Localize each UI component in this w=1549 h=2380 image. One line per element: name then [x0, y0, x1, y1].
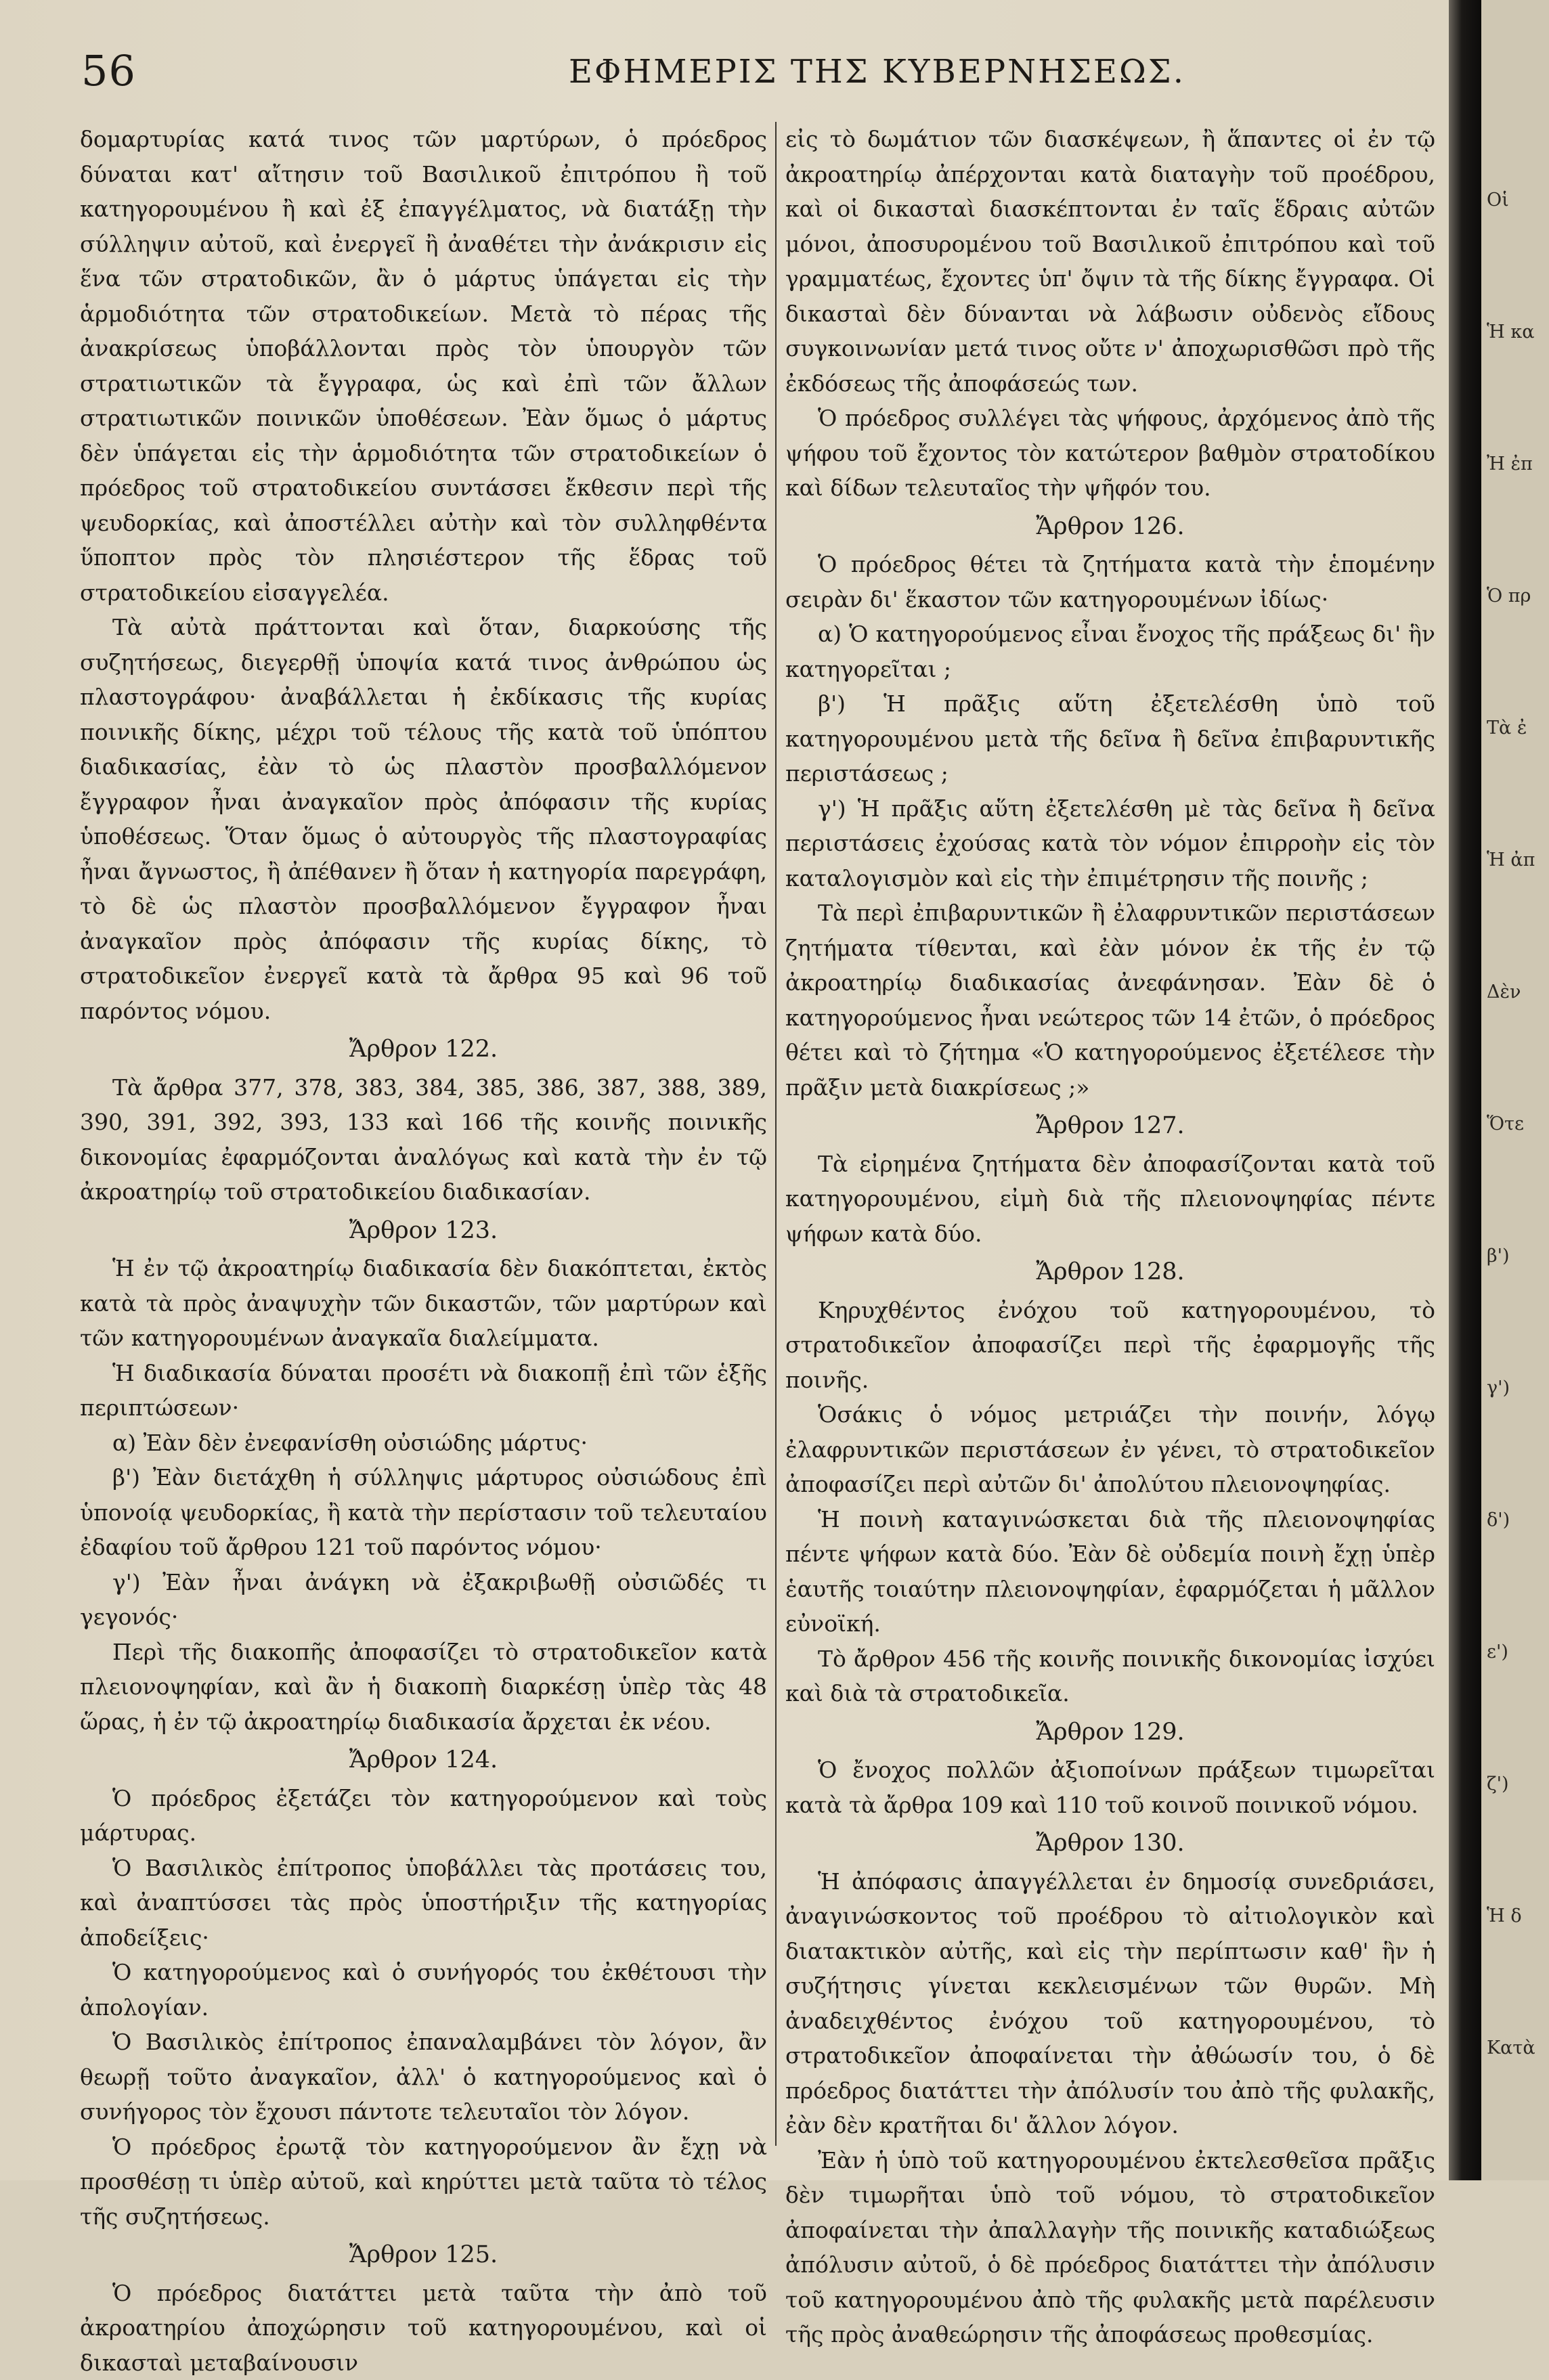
adjacent-page-fragment: Ἡ ἀπ — [1487, 850, 1535, 871]
paragraph: β') Ἡ πρᾶξις αὕτη ἐξετελέσθη ὑπὸ τοῦ κατηγορουμένου μετὰ τῆς δεῖνα ἢ δεῖνα ἐπιβαρυντικῆς περιστάσεως ; — [785, 686, 1435, 791]
adjacent-page-fragment: ζ') — [1487, 1773, 1509, 1794]
paragraph: Τὰ ἄρθρα 377, 378, 383, 384, 385, 386, 387, 388, 389, 390, 391, 392, 393, 133 καὶ 166 τῆς κοινῆς ποινικῆς δικονομίας ἐφαρμόζονται ἀναλόγως καὶ κατὰ τὴν ἐν τῷ ἀκροατηρίῳ τοῦ στρατοδικείου διαδικασίαν. — [80, 1070, 767, 1210]
paragraph: β') Ἐὰν διετάχθη ἡ σύλληψις μάρτυρος οὐσιώδους ἐπὶ ὑπονοίᾳ ψευδορκίας, ἢ κατὰ τὴν περίστασιν τοῦ τελευταίου ἐδαφίου τοῦ ἄρθρου 121 τοῦ παρόντος νόμου· — [80, 1460, 767, 1565]
article-heading: Ἄρθρον 126. — [785, 510, 1435, 545]
article-heading: Ἄρθρον 127. — [785, 1109, 1435, 1144]
adjacent-page-edge — [1481, 0, 1549, 2180]
paragraph: Τὰ αὐτὰ πράττονται καὶ ὅταν, διαρκούσης τῆς συζητήσεως, διεγερθῇ ὑποψία κατά τινος ἀνθρώπου ὡς πλαστογράφου· ἀναβάλλεται ἡ ἐκδίκασις τῆς κυρίας ποινικῆς δίκης, μέχρι τοῦ τέλους τῆς κατὰ τοῦ ὑπόπτου διαδικασίας, ἐὰν τὸ ὡς πλαστὸν προσβαλλόμενον ἔγγραφον ἦναι ἀναγκαῖον πρὸς ἀπόφασιν τῆς κυρίας ὑποθέσεως. Ὅταν ὅμως ὁ αὐτουργὸς τῆς πλαστογραφίας ἦναι ἄγνωστος, ἢ ἀπέθανεν ἢ ὅταν ἡ κατηγορία παρεγράφη, τὸ δὲ ὡς πλαστὸν προσβαλλόμενον ἔγγραφον ἦναι ἀναγκαῖον πρὸς ἀπόφασιν τῆς κυρίας δίκης, τὸ στρατοδικεῖον ἐνεργεῖ κατὰ τὰ ἄρθρα 95 καὶ 96 τοῦ παρόντος νόμου. — [80, 610, 767, 1028]
page-header — [81, 46, 1076, 100]
journal-title: ΕΦΗΜΕΡΙΣ ΤΗΣ ΚΥΒΕΡΝΗΣΕΩΣ. — [569, 53, 1185, 91]
paragraph: Ὁ πρόεδρος διατάττει μετὰ ταῦτα τὴν ἀπὸ τοῦ ἀκροατηρίου ἀποχώρησιν τοῦ κατηγορουμένου, καὶ οἱ δικασταὶ μεταβαίνουσιν — [80, 2276, 767, 2380]
paragraph: εἰς τὸ δωμάτιον τῶν διασκέψεων, ἢ ἅπαντες οἱ ἐν τῷ ἀκροατηρίῳ ἀπέρχονται κατὰ διαταγὴν τοῦ προέδρου, καὶ οἱ δικασταὶ διασκέπτονται ἐν ταῖς ἕδραις αὐτῶν μόνοι, ἀποσυρομένου τοῦ Βασιλικοῦ ἐπιτρόπου καὶ τοῦ γραμματέως, ἔχοντες ὑπ' ὄψιν τὰ τῆς δίκης ἔγγραφα. Οἱ δικασταὶ δὲν δύνανται νὰ λάβωσιν οὐδενὸς εἴδους συγκοινωνίαν μετά τινος οὔτε ν' ἀποχωρισθῶσι πρὸ τῆς ἐκδόσεως τῆς ἀποφάσεώς των. — [785, 122, 1435, 401]
adjacent-page-fragment: ε') — [1487, 1641, 1508, 1662]
adjacent-page-fragment: δ') — [1487, 1509, 1510, 1530]
paragraph: Ὁ πρόεδρος συλλέγει τὰς ψήφους, ἀρχόμενος ἀπὸ τῆς ψήφου τοῦ ἔχοντος τὸν κατώτερον βαθμὸν στρατοδίκου καὶ δίδων τελευταῖος τὴν ψῆφόν του. — [785, 401, 1435, 506]
paragraph: Ὁ πρόεδρος ἐξετάζει τὸν κατηγορούμενον καὶ τοὺς μάρτυρας. — [80, 1781, 767, 1851]
paragraph: Ὁσάκις ὁ νόμος μετριάζει τὴν ποινήν, λόγῳ ἐλαφρυντικῶν περιστάσεων ἐν γένει, τὸ στρατοδικεῖον ἀποφασίζει περὶ αὐτῶν δι' ἀπολύτου πλειονοψηφίας. — [785, 1397, 1435, 1502]
paragraph: Τὰ περὶ ἐπιβαρυντικῶν ἢ ἐλαφρυντικῶν περιστάσεων ζητήματα τίθενται, καὶ ἐὰν μόνον ἐκ τῆς ἐν τῷ ἀκροατηρίῳ διαδικασίας ἀνεφάνησαν. Ἐὰν δὲ ὁ κατηγορούμενος ἦναι νεώτερος τῶν 14 ἐτῶν, ὁ πρόεδρος θέτει καὶ τὸ ζήτημα «Ὁ κατηγορούμενος ἐξετέλεσε τὴν πρᾶξιν μετὰ διακρίσεως ;» — [785, 896, 1435, 1105]
adjacent-page-fragment: Ὁ πρ — [1487, 586, 1531, 607]
adjacent-page-fragment: Δὲν — [1487, 982, 1521, 1002]
paragraph: Κηρυχθέντος ἐνόχου τοῦ κατηγορουμένου, τὸ στρατοδικεῖον ἀποφασίζει περὶ τῆς ἐφαρμογῆς τῆς ποινῆς. — [785, 1293, 1435, 1398]
adjacent-page-fragment: γ') — [1487, 1378, 1510, 1398]
paragraph: Τὸ ἄρθρον 456 τῆς κοινῆς ποινικῆς δικονομίας ἰσχύει καὶ διὰ τὰ στρατοδικεῖα. — [785, 1641, 1435, 1711]
paragraph: Ὁ ἔνοχος πολλῶν ἀξιοποίνων πράξεων τιμωρεῖται κατὰ τὰ ἄρθρα 109 καὶ 110 τοῦ κοινοῦ ποινικοῦ νόμου. — [785, 1753, 1435, 1822]
paragraph: α) Ὁ κατηγορούμενος εἶναι ἔνοχος τῆς πράξεως δι' ἣν κατηγορεῖται ; — [785, 617, 1435, 686]
paragraph: Ὁ πρόεδρος θέτει τὰ ζητήματα κατὰ τὴν ἑπομένην σειρὰν δι' ἕκαστον τῶν κατηγορουμένων ἰδίως· — [785, 547, 1435, 617]
paragraph: Ὁ Βασιλικὸς ἐπίτροπος ὑποβάλλει τὰς προτάσεις του, καὶ ἀναπτύσσει τὰς πρὸς ὑποστήριξιν τῆς κατηγορίας ἀποδείξεις· — [80, 1851, 767, 1956]
adjacent-page-fragment: Ἡ δ — [1487, 1905, 1522, 1926]
paragraph: Ὁ Βασιλικὸς ἐπίτροπος ἐπαναλαμβάνει τὸν λόγον, ἂν θεωρῇ τοῦτο ἀναγκαῖον, ἀλλ' ὁ κατηγορούμενος καὶ ὁ συνήγορος τὸν ἔχουσι πάντοτε τελευταῖοι τὸν λόγον. — [80, 2025, 767, 2130]
right-column — [785, 122, 1435, 2352]
adjacent-page-fragment: Ἠ ἐπ — [1487, 454, 1533, 475]
adjacent-page-fragment: Ὅτε — [1487, 1114, 1524, 1134]
paragraph: γ') Ἡ πρᾶξις αὕτη ἐξετελέσθη μὲ τὰς δεῖνα ἢ δεῖνα περιστάσεις ἐχούσας κατὰ τὸν νόμον ἐπιρροὴν εἰς τὸν καταλογισμὸν καὶ εἰς τὴν ἐπιμέτρησιν τῆς ποινῆς ; — [785, 791, 1435, 896]
paragraph: γ') Ἐὰν ἦναι ἀνάγκη νὰ ἐξακριβωθῇ οὐσιῶδές τι γεγονός· — [80, 1565, 767, 1635]
article-heading: Ἄρθρον 124. — [80, 1743, 767, 1778]
column-divider — [775, 122, 777, 2146]
adjacent-page-fragment: Κατὰ — [1487, 2037, 1535, 2058]
paragraph: Ἐὰν ἡ ὑπὸ τοῦ κατηγορουμένου ἐκτελεσθεῖσα πρᾶξις δὲν τιμωρῆται ὑπὸ τοῦ νόμου, τὸ στρατοδικεῖον ἀποφαίνεται τὴν ἀπαλλαγὴν τῆς ποινικῆς καταδιώξεως ἀπόλυσιν αὐτοῦ, ὁ δὲ πρόεδρος διατάττει τὴν ἀπόλυσιν τοῦ κατηγορουμένου ἀπὸ τῆς φυλακῆς μετὰ παρέλευσιν τῆς πρὸς ἀναθεώρησιν τῆς ἀποφάσεως προθεσμίας. — [785, 2143, 1435, 2352]
paragraph: Ἡ ἐν τῷ ἀκροατηρίῳ διαδικασία δὲν διακόπτεται, ἐκτὸς κατὰ τὰ πρὸς ἀναψυχὴν τῶν δικαστῶν, τῶν μαρτύρων καὶ τῶν κατηγορουμένων ἀναγκαῖα διαλείμματα. — [80, 1251, 767, 1356]
paragraph: α) Ἐὰν δὲν ἐνεφανίσθη οὐσιώδης μάρτυς· — [80, 1426, 767, 1461]
article-heading: Ἄρθρον 123. — [80, 1214, 767, 1249]
paragraph: Ἡ διαδικασία δύναται προσέτι νὰ διακοπῇ ἐπὶ τῶν ἑξῆς περιπτώσεων· — [80, 1356, 767, 1426]
paragraph: Ἡ ἀπόφασις ἀπαγγέλλεται ἐν δημοσίᾳ συνεδριάσει, ἀναγινώσκοντος τοῦ προέδρου τὸ αἰτιολογικὸν καὶ διατακτικὸν αὐτῆς, καὶ εἰς τὴν περίπτωσιν καθ' ἣν ἡ συζήτησις γίνεται κεκλεισμένων τῶν θυρῶν. Μὴ ἀναδειχθέντος ἐνόχου τοῦ κατηγορουμένου, τὸ στρατοδικεῖον ἀποφαίνεται τὴν ἀθώωσίν του, ὁ δὲ πρόεδρος διατάττει τὴν ἀπόλυσίν του ἀπὸ τῆς φυλακῆς, ἐὰν δὲν κρατῆται δι' ἄλλον λόγον. — [785, 1864, 1435, 2143]
page-number: 56 — [81, 46, 136, 95]
left-column — [80, 122, 767, 2380]
article-heading: Ἄρθρον 122. — [80, 1032, 767, 1067]
paragraph: Ὁ κατηγορούμενος καὶ ὁ συνήγορός του ἐκθέτουσι τὴν ἀπολογίαν. — [80, 1955, 767, 2025]
paragraph: Ὁ πρόεδρος ἐρωτᾷ τὸν κατηγορούμενον ἂν ἔχῃ νὰ προσθέσῃ τι ὑπὲρ αὐτοῦ, καὶ κηρύττει μετὰ ταῦτα τὸ τέλος τῆς συζητήσεως. — [80, 2130, 767, 2234]
article-heading: Ἄρθρον 130. — [785, 1826, 1435, 1861]
article-heading: Ἄρθρον 129. — [785, 1715, 1435, 1750]
article-heading: Ἄρθρον 125. — [80, 2238, 767, 2273]
paragraph: δομαρτυρίας κατά τινος τῶν μαρτύρων, ὁ πρόεδρος δύναται κατ' αἴτησιν τοῦ Βασιλικοῦ ἐπιτρόπου ἢ τοῦ κατηγορουμένου ἢ καὶ ἐξ ἐπαγγέλματος, νὰ διατάξῃ τὴν σύλληψιν αὐτοῦ, καὶ ἐνεργεῖ ἢ ἀναθέτει τὴν ἀνάκρισιν εἰς ἕνα τῶν στρατοδικῶν, ἂν ὁ μάρτυς ὑπάγεται εἰς τὴν ἁρμοδιότητα τῶν στρατοδικείων. Μετὰ τὸ πέρας τῆς ἀνακρίσεως ὑποβάλλονται πρὸς τὸν ὑπουργὸν τῶν στρατιωτικῶν τὰ ἔγγραφα, ὡς καὶ ἐπὶ τῶν ἄλλων στρατιωτικῶν ποινικῶν ὑποθέσεων. Ἐὰν ὅμως ὁ μάρτυς δὲν ὑπάγεται εἰς τὴν ἁρμοδιότητα τῶν στρατοδικείων ὁ πρόεδρος τοῦ στρατοδικείου συντάσσει ἔκθεσιν περὶ τῆς ψευδορκίας, καὶ ἀποστέλλει αὐτὴν καὶ τὸν συλληφθέντα ὕποπτον πρὸς τὸν πλησιέστερον τῆς ἕδρας τοῦ στρατοδικείου εἰσαγγελέα. — [80, 122, 767, 610]
paragraph: Περὶ τῆς διακοπῆς ἀποφασίζει τὸ στρατοδικεῖον κατὰ πλειονοψηφίαν, καὶ ἂν ἡ διακοπὴ διαρκέσῃ ὑπὲρ τὰς 48 ὥρας, ἡ ἐν τῷ ἀκροατηρίῳ διαδικασία ἄρχεται ἐκ νέου. — [80, 1635, 767, 1740]
paragraph: Τὰ εἰρημένα ζητήματα δὲν ἀποφασίζονται κατὰ τοῦ κατηγορουμένου, εἰμὴ διὰ τῆς πλειονοψηφίας πέντε ψήφων κατὰ δύο. — [785, 1147, 1435, 1252]
adjacent-page-fragment: β') — [1487, 1246, 1510, 1266]
paragraph: Ἡ ποινὴ καταγινώσκεται διὰ τῆς πλειονοψηφίας πέντε ψήφων κατὰ δύο. Ἐὰν δὲ οὐδεμία ποινὴ ἔχῃ ὑπὲρ ἑαυτῆς τοιαύτην πλειονοψηφίαν, ἐφαρμόζεται ἡ μᾶλλον εὐνοϊκή. — [785, 1502, 1435, 1641]
adjacent-page-fragment: Ἡ κα — [1487, 322, 1534, 343]
adjacent-page-fragment: Τὰ ἐ — [1487, 718, 1527, 739]
adjacent-page-fragment: Οἱ — [1487, 190, 1509, 211]
article-heading: Ἄρθρον 128. — [785, 1255, 1435, 1290]
book-gutter — [1449, 0, 1481, 2180]
